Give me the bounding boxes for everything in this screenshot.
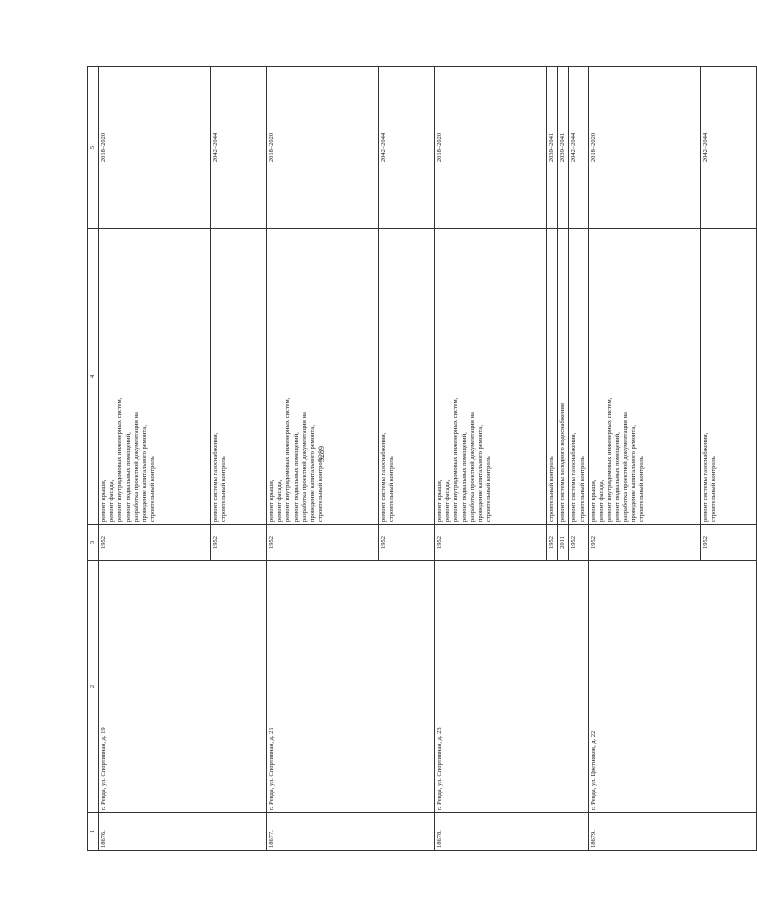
work-item: ремонт крыши, [589, 479, 597, 522]
entry-number: 18679. [588, 813, 756, 851]
work-item: строительный контроль [709, 456, 717, 522]
work-item: ремонт крыши, [268, 479, 276, 522]
repair-period: 2042–2044 [211, 67, 267, 229]
work-item: ремонт внутридомовых инженерных систем, [284, 397, 292, 522]
column-header: 1 [88, 813, 99, 851]
capital-repair-table [87, 66, 757, 851]
work-item: строительный контроль [316, 456, 324, 522]
entry-address: г. Ревда, ул. Спортивная, д. 23 [435, 561, 589, 813]
work-item: ремонт подвальных помещений, [292, 432, 300, 522]
column-header: 4 [88, 229, 99, 525]
repair-period: 2018–2020 [435, 67, 547, 229]
work-item: проведение капитального ремонта, [476, 425, 484, 522]
entry-number: 18676. [99, 813, 267, 851]
page-number: 5289 [317, 446, 326, 462]
works-list [435, 229, 547, 525]
work-item: разработка проектной документации на [300, 412, 308, 522]
commission-year: 1952 [569, 525, 588, 561]
commission-year: 1952 [211, 525, 267, 561]
work-item: ремонт фасада, [444, 479, 452, 522]
entry-address: г. Ревда, ул. Цветников, д. 22 [588, 561, 756, 813]
entry-number: 18678. [435, 813, 589, 851]
repair-period: 2039–2041 [558, 67, 569, 229]
commission-year: 1952 [267, 525, 379, 561]
commission-year: 1952 [379, 525, 435, 561]
work-item: ремонт системы газоснабжения, [212, 432, 220, 522]
work-item: проведение капитального ремонта, [308, 425, 316, 522]
work-item: ремонт подвальных помещений, [460, 432, 468, 522]
works-list [379, 229, 435, 525]
work-item: строительный контроль [638, 456, 646, 522]
work-item: ремонт внутридомовых инженерных систем, [605, 397, 613, 522]
work-item: ремонт системы газоснабжения, [380, 432, 388, 522]
works-list [700, 229, 756, 525]
work-item: строительный контроль [388, 456, 396, 522]
work-item: строительный контроль [548, 456, 556, 522]
work-item: строительный контроль [484, 456, 492, 522]
work-item: ремонт крыши, [436, 479, 444, 522]
works-list [588, 229, 700, 525]
work-item: ремонт фасада, [597, 479, 605, 522]
commission-year: 1952 [435, 525, 547, 561]
work-item: разработка проектной документации на [468, 412, 476, 522]
commission-year: 2011 [558, 525, 569, 561]
entry-address: г. Ревда, ул. Спортивная, д. 21 [267, 561, 435, 813]
table-row [588, 67, 700, 851]
work-item: разработка проектной документации на [622, 412, 630, 522]
work-item: ремонт системы холодного водоснабжения [559, 403, 567, 522]
repair-period: 2018–2020 [588, 67, 700, 229]
work-item: проведение капитального ремонта, [140, 425, 148, 522]
repair-period: 2042–2044 [569, 67, 588, 229]
works-list [211, 229, 267, 525]
commission-year: 1952 [99, 525, 211, 561]
repair-period: 2018–2020 [99, 67, 211, 229]
table-body [99, 67, 757, 851]
repair-period: 2042–2044 [379, 67, 435, 229]
column-header: 3 [88, 525, 99, 561]
table-row [267, 67, 379, 851]
column-header: 5 [88, 67, 99, 229]
entry-number: 18677. [267, 813, 435, 851]
column-header: 2 [88, 561, 99, 813]
work-item: ремонт подвальных помещений, [614, 432, 621, 522]
work-item: строительный контроль [578, 456, 586, 522]
work-item: ремонт крыши, [100, 479, 108, 522]
work-item: ремонт внутридомовых инженерных систем, [116, 397, 124, 522]
works-list [267, 229, 379, 525]
work-item: ремонт системы газоснабжения, [570, 432, 578, 522]
works-list [99, 229, 211, 525]
work-item: ремонт внутридомовых инженерных систем, [452, 397, 460, 522]
commission-year: 1952 [588, 525, 700, 561]
work-item: ремонт системы газоснабжения, [701, 432, 709, 522]
repair-period: 2018–2020 [267, 67, 379, 229]
commission-year: 1952 [700, 525, 756, 561]
works-list [547, 229, 558, 525]
work-item: строительный контроль [148, 456, 156, 522]
work-item: ремонт фасада, [108, 479, 116, 522]
works-list [569, 229, 588, 525]
entry-address: г. Ревда, ул. Спортивная, д. 19 [99, 561, 267, 813]
work-item: строительный контроль [220, 456, 228, 522]
work-item: ремонт фасада, [276, 479, 284, 522]
commission-year: 1952 [547, 525, 558, 561]
repair-period: 2042–2044 [700, 67, 756, 229]
table-row [99, 67, 211, 851]
table-row [435, 67, 547, 851]
rotated-table-container [87, 67, 717, 851]
works-list [558, 229, 569, 525]
repair-period: 2039–2041 [547, 67, 558, 229]
work-item: проведение капитального ремонта, [630, 425, 638, 522]
work-item: ремонт подвальных помещений, [124, 432, 132, 522]
work-item: разработка проектной документации на [132, 412, 140, 522]
column-number-row [88, 67, 99, 851]
